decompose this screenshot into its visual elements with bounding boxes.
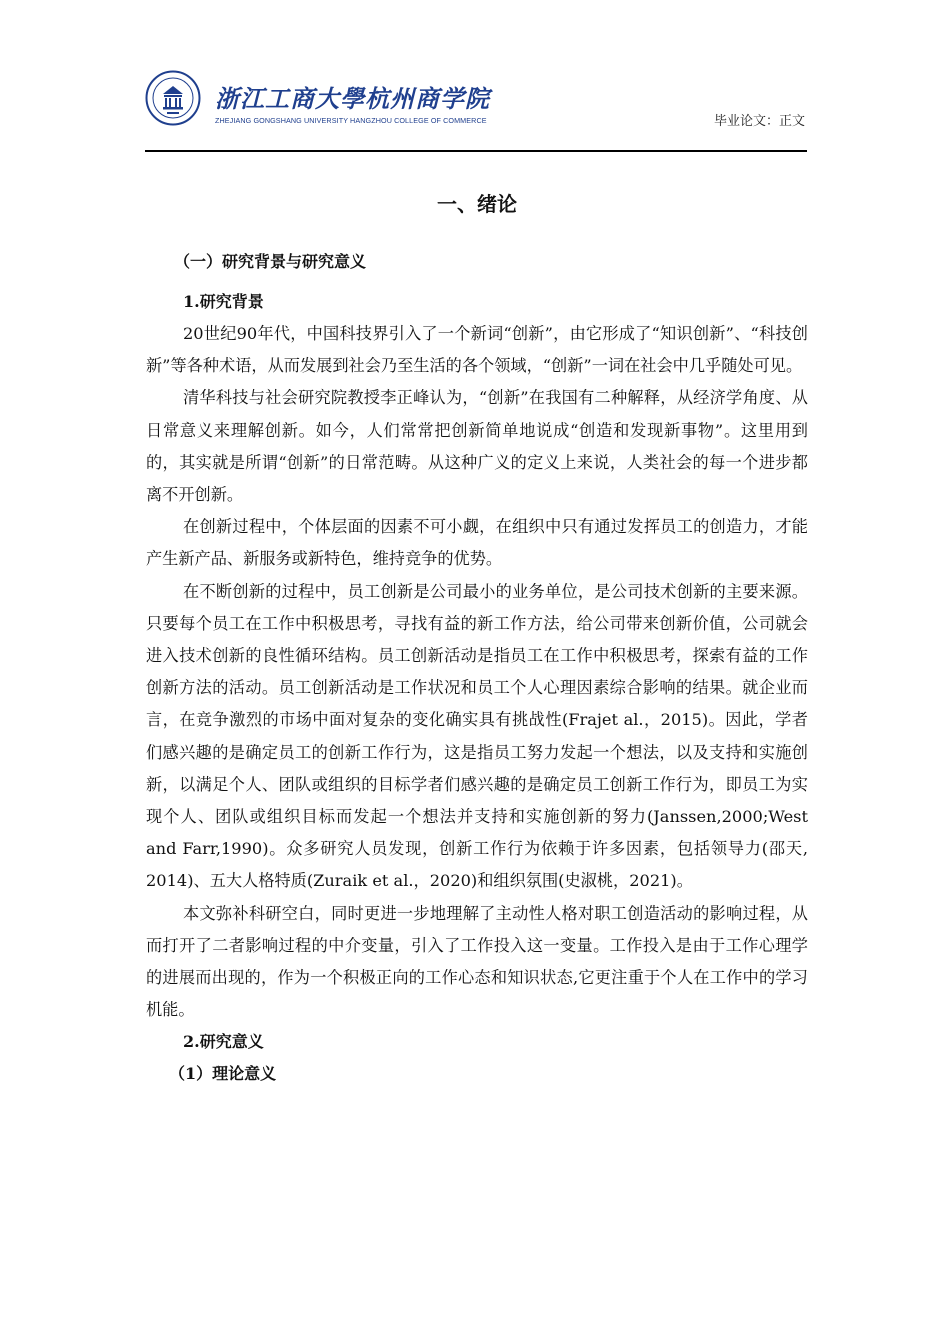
university-seal-logo <box>145 70 201 126</box>
page-header <box>145 62 807 152</box>
document-section-label: 毕业论文：正文 <box>713 114 805 129</box>
body-paragraph: 本文弥补科研空白，同时更进一步地理解了主动性人格对职工创造活动的影响过程，从而打开了二者影响过程的中介变量，引入了工作投入这一变量。工作投入是由于工作心理学的进展而出现的，作为一个积极正向的工作心态和知识状态,它更注重于个人在工作中的学习机能。 <box>146 903 808 1020</box>
document-body <box>146 186 808 1090</box>
sub-subsection-heading-theory: （1）理论意义 <box>169 1064 277 1084</box>
body-paragraph: 在不断创新的过程中，员工创新是公司最小的业务单位，是公司技术创新的主要来源。只要每个员工在工作中积极思考，寻找有益的新工作方法，给公司带来创新价值，公司就会进入技术创新的良性循环结构。员工创新活动是指员工在工作中积极思考，探索有益的工作创新方法的活动。员工创新活动是工作状况和员工个人心理因素综合影响的结果。就企业而言，在竞争激烈的市场中面对复杂的变化确实具有挑战性(Frajet al.，2015)。因此，学者们感兴趣的是确定员工的创新工作行为，这是指员工努力发起一个想法，以及支持和实施创新，以满足个人、团队或组织的目标学者们感兴趣的是确定员工创新工作行为，即员工为实现个人、团队或组织目标而发起一个想法并支持和实施创新的努力(Janssen,2000;West and Farr,1990)。众多研究人员发现，创新工作行为依赖于许多因素，包括领导力(邵天, 2014)、五大人格特质(Zuraik et al.，2020)和组织氛围(史淑桃，2021)。 <box>146 581 808 891</box>
subsection-heading-significance: 2.研究意义 <box>183 1032 264 1052</box>
body-paragraph: 清华科技与社会研究院教授李正峰认为，“创新”在我国有二种解释，从经济学角度、从日常意义来理解创新。如今，人们常常把创新简单地说成“创造和发现新事物”。这里用到的，其实就是所谓“创新”的日常范畴。从这种广义的定义上来说，人类社会的每一个进步都离不开创新。 <box>146 388 808 505</box>
chapter-title: 一、绪论 <box>437 192 517 216</box>
section-heading: （一）研究背景与研究意义 <box>174 252 367 271</box>
body-paragraph: 在创新过程中，个体层面的因素不可小觑，在组织中只有通过发挥员工的创造力，才能产生新产品、新服务或新特色，维持竞争的优势。 <box>146 517 808 569</box>
university-name-en: ZHEJIANG GONGSHANG UNIVERSITY HANGZHOU COLLEGE OF COMMERCE <box>215 116 487 125</box>
body-paragraph: 20世纪90年代，中国科技界引入了一个新词“创新”，由它形成了“知识创新”、“科技创新”等各种术语，从而发展到社会乃至生活的各个领域，“创新”一词在社会中几乎随处可见。 <box>146 324 808 376</box>
subsection-heading-background: 1.研究背景 <box>183 292 264 311</box>
university-logotype <box>215 79 490 125</box>
header-divider <box>145 150 807 152</box>
university-name-cn: 浙江工商大學杭州商学院 <box>215 84 490 113</box>
